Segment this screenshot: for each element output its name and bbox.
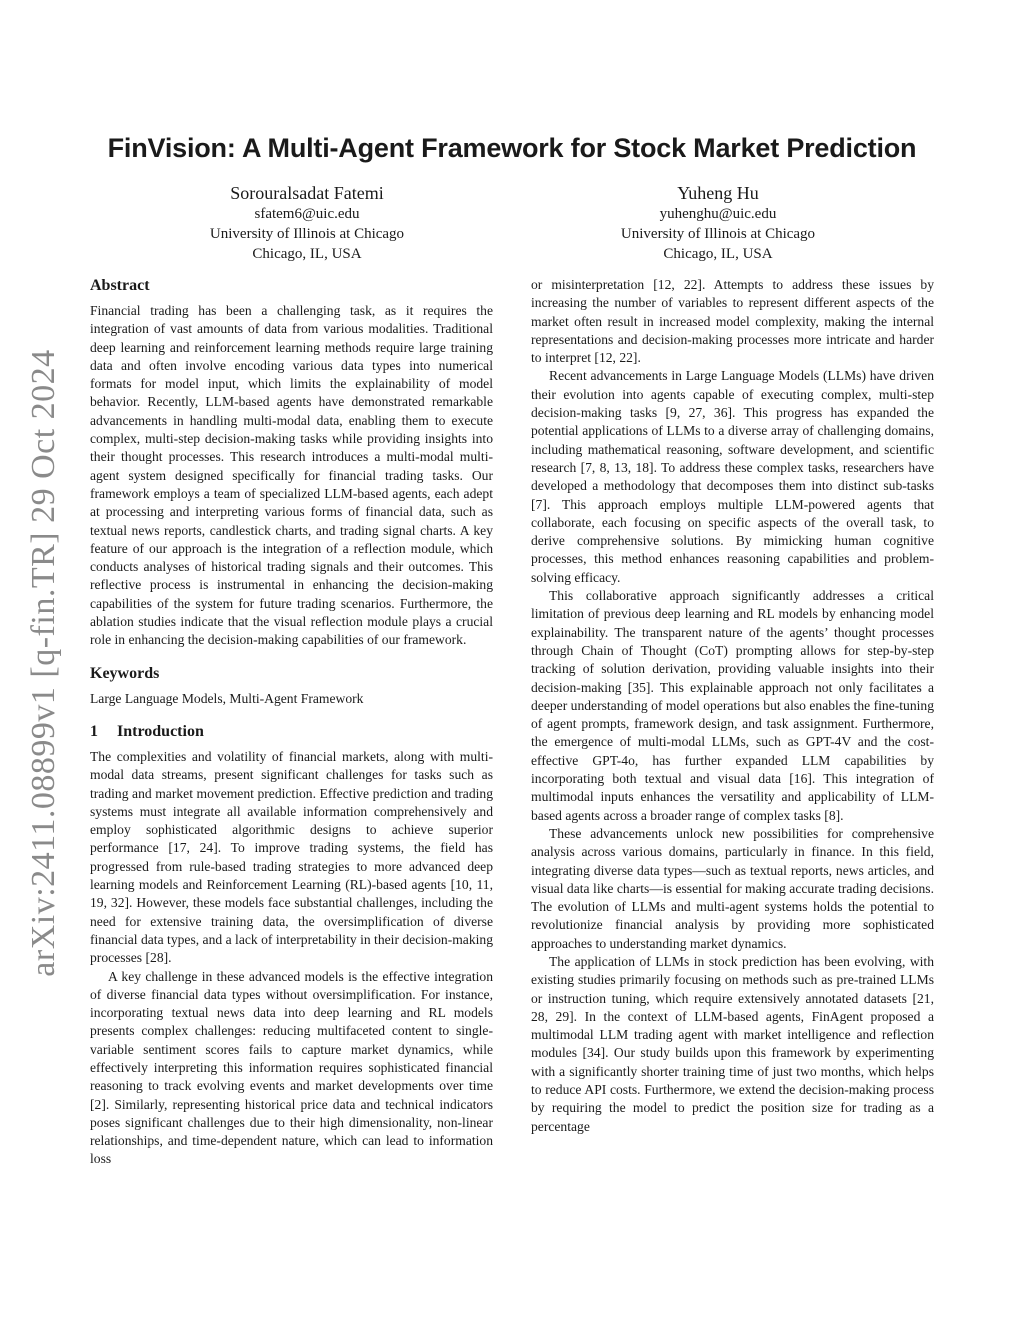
intro-paragraph: A key challenge in these advanced models is the effective integration of diverse financial data types without oversimplification. For instance, incorporating textual news data into deep learning and RL models presents complex challenges: reducing multifaceted content to single-variable sentiment scores fails to capture market dynamics, while effectively interpreting this information requires sophisticated financial reasoning to track evolving events and market developments over time [2]. Similarly, representing historical price data and technical indicators poses significant challenges due to their high dimensionality, non-linear relationships, and time-dependent nature, which can lead to information loss [90,968,493,1167]
section-number: 1 [90,722,98,740]
author-name: Sorouralsadat Fatemi [230,183,384,203]
intro-paragraph: The application of LLMs in stock prediction has been evolving, with existing studies primarily focusing on methods such as pre-trained LLMs or instruction tuning, which require extensively annotated datasets [21, 28, 29]. In the context of LLM-based agents, FinAgent proposed a multimodal LLM trading agent with market intelligence and reflection modules [34]. Our study builds upon this framework by experimenting with a significantly shorter training time of just two months, which helps to reduce API costs. Furthermore, we extend the decision-making process by requiring the model to predict the position size for trading as a percentage [531,953,934,1134]
intro-paragraph: This collaborative approach significantly addresses a critical limitation of previous deep learning and RL models by enhancing model explainability. The transparent nature of the agents’ thought processes through Chain of Thought (CoT) prompting allows for step-by-step tracking of solution derivation, providing valuable insights into their decision-making [35]. This explainable approach not only facilitates a deeper understanding of model operations but also enables the fine-tuning of agent prompts, framework design, and task assignment. Furthermore, the emergence of multi-modal LLMs, such as GPT-4V and the cost-effective GPT-4o, has further expanded LLM capabilities by incorporating both textual and visual data [16]. This integration of multimodal inputs enhances the versatility and applicability of LLM-based agents across a broader range of complex tasks [8]. [531,588,934,823]
intro-paragraph: The complexities and volatility of financial markets, along with multi-modal data streams, present significant challenges for tasks such as trading and market movement prediction. Effective prediction and trading systems must integrate all available information comprehensively and employ sophisticated algorithmic designs to achieve superior performance [17, 24]. To improve trading systems, the field has progressed from rule-based trading strategies to more advanced deep learning models and Reinforcement Learning (RL)-based agents [10, 11, 19, 32]. However, these models face substantial challenges, including the need for extensive training data, the oversimplification of diverse financial data types, and a lack of interpretability in their decision-making processes [28]. [90,748,493,966]
introduction-heading [90,722,493,742]
author-name: Yuheng Hu [677,183,759,203]
author-location: Chicago, IL, USA [252,246,362,262]
author-email: yuhenghu@uic.edu [659,206,777,222]
left-column [90,276,493,1169]
abstract-text: Financial trading has been a challenging task, as it requires the integration of vast amounts of data from various modalities. Traditional deep learning and reinforcement learning methods require large training data and often involve encoding various data types into numerical formats for model input, which limits the explainability of model behavior. Recently, LLM-based agents have demonstrated remarkable advancements in handling multi-modal data, enabling them to execute complex, multi-step decision-making tasks while providing insights into their thought processes. This research introduces a multi-modal multi-agent system designed specifically for financial trading tasks. Our framework employs a team of specialized LLM-based agents, each adept at processing and interpreting various forms of financial data, such as textual news reports, candlestick charts, and trading signal charts. A key feature of our approach is the integration of a reflection module, which conducts analyses of historical trading signals and their outcomes. This reflective process is instrumental in enhancing the decision-making capabilities of the system for future trading scenarios. Furthermore, the ablation studies indicate that the visual reflection module plays a crucial role in enhancing the decision-making capabilities of our framework. [90,303,493,648]
intro-paragraph: Recent advancements in Large Language Models (LLMs) have driven their evolution into agents capable of executing complex, multi-step decision-making tasks [9, 27, 36]. This progress has expanded the potential applications of LLMs to a diverse array of challenging domains, including mathematical reasoning, software development, and scientific research [7, 8, 13, 18]. To address these complex tasks, researchers have developed a methodology that decomposes them into distinct sub-tasks [7]. This approach employs multiple LLM-powered agents that collaborate, each focusing on specific aspects of the overall task, to derive comprehensive solutions. By mimicking human cognitive processes, this method enhances reasoning capabilities and problem-solving efficacy. [531,368,934,585]
author-affiliation: University of Illinois at Chicago [620,226,816,242]
keywords-text: Large Language Models, Multi-Agent Framework [90,690,364,706]
author-email: sfatem6@uic.edu [254,206,360,222]
intro-paragraph: These advancements unlock new possibilities for comprehensive analysis across various domains, particularly in finance. In this field, integrating diverse data types—such as textual reports, news articles, and visual data like charts—is essential for making accurate trading decisions. The evolution of LLMs and multi-agent systems holds the potential to revolutionize financial analysis by providing more sophisticated approaches to understanding market dynamics. [531,825,934,951]
paper-title: FinVision: A Multi-Agent Framework for Stock Market Prediction [107,133,917,163]
arxiv-identifier-stamp: arXiv:2411.08899v1 [q-fin.TR] 29 Oct 2024 [25,349,62,977]
author-affiliation: University of Illinois at Chicago [209,226,405,242]
author-location: Chicago, IL, USA [663,246,773,262]
author-block-1 [142,182,472,264]
author-block-2 [553,182,883,264]
keywords-heading: Keywords [90,664,160,682]
abstract-heading: Abstract [90,277,150,294]
right-column [531,276,934,1136]
intro-paragraph: or misinterpretation [12, 22]. Attempts to address these issues by increasing the number of variables to represent different aspects of the market often result in increased model complexity, making the internal representations and decision-making processes more intricate and harder to interpret [12, 22]. [531,277,934,366]
section-title: Introduction [117,722,204,740]
